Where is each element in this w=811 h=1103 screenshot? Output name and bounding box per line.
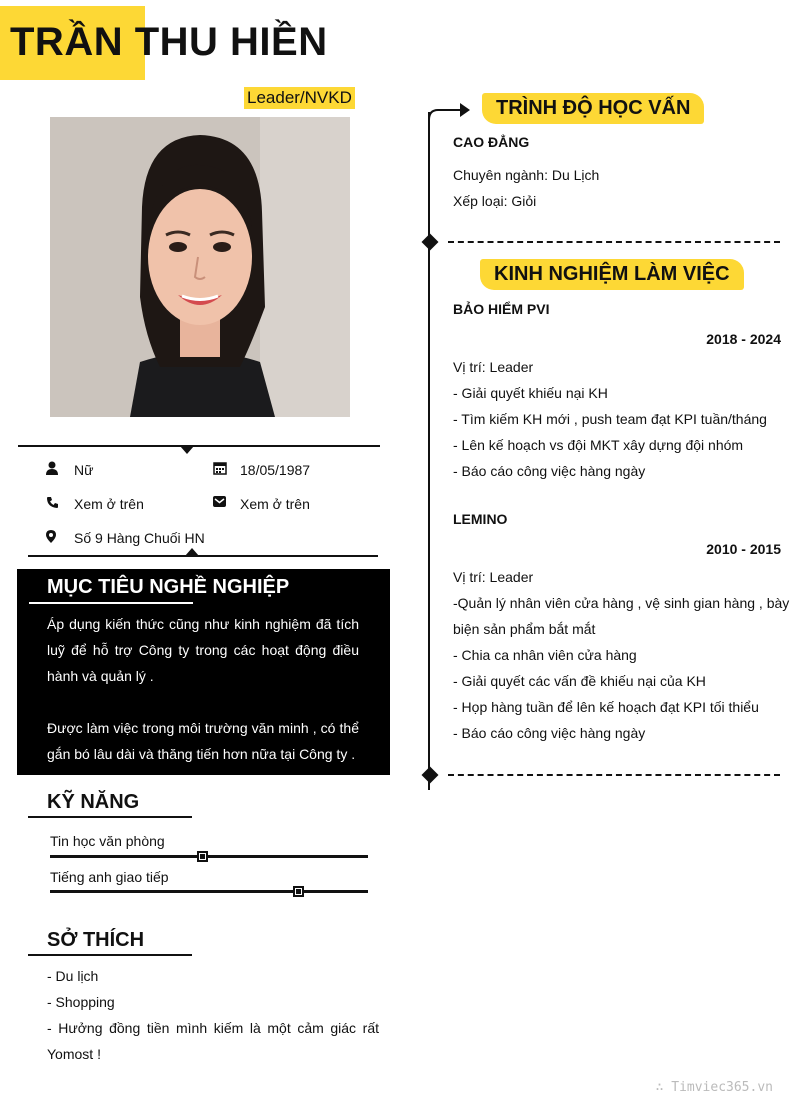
job-detail: -Quản lý nhân viên cửa hàng , vệ sinh gian hàng , bày: [453, 595, 790, 611]
skill-name: Tin học văn phòng: [50, 833, 165, 849]
hobbies-title: SỞ THÍCH: [47, 929, 145, 951]
education-major: Chuyên ngành: Du Lịch: [453, 167, 600, 183]
job-period: 2010 - 2015: [706, 541, 781, 557]
hobbies-title-underline: [28, 954, 192, 956]
contact-bottom-divider: [28, 555, 378, 557]
contact-address: Số 9 Hàng Chuối HN: [74, 530, 205, 546]
contact-dob: 18/05/1987: [240, 462, 311, 478]
experience-title: KINH NGHIỆM LÀM VIỆC: [480, 259, 744, 290]
profile-photo: [50, 117, 350, 417]
contact-top-divider: [18, 445, 380, 447]
job-detail: - Báo cáo công việc hàng ngày: [453, 463, 646, 479]
section-dashed-divider: [448, 241, 780, 243]
career-objective-section: [17, 569, 390, 775]
skill-name: Tiếng anh giao tiếp: [50, 869, 169, 885]
job-detail: - Báo cáo công việc hàng ngày: [453, 725, 646, 741]
job-detail: Vị trí: Leader: [453, 359, 534, 375]
hobby-item: - Du lịch: [47, 968, 99, 984]
job-detail: - Chia ca nhân viên cửa hàng: [453, 647, 637, 663]
job-detail: - Lên kế hoạch vs đội MKT xây dựng đội nhóm: [453, 437, 744, 453]
job-detail: - Tìm kiếm KH mới , push team đạt KPI tuần/tháng: [453, 411, 767, 427]
timeline-diamond: [422, 234, 439, 251]
timeline-line: [428, 112, 430, 790]
objective-text: [47, 611, 359, 767]
candidate-role: Leader/NVKD: [244, 87, 355, 109]
objective-title: MỤC TIÊU NGHỀ NGHIỆP: [47, 576, 290, 598]
education-title: TRÌNH ĐỘ HỌC VẤN: [482, 93, 704, 124]
skill-bar-track: [50, 855, 368, 858]
skill-bar-track: [50, 890, 368, 893]
job-detail: - Giải quyết các vấn đề khiếu nại của KH: [453, 673, 706, 689]
watermark: ∴ Timviec365.vn: [655, 1080, 773, 1095]
candidate-name: TRẦN THU HIỀN: [10, 20, 328, 64]
objective-paragraph: Áp dụng kiến thức cũng như kinh nghiệm đã tích luỹ để hỗ trợ Công ty trong các hoạt động điều hành và quản lý .: [47, 616, 359, 684]
contact-email: Xem ở trên: [240, 496, 310, 512]
timeline-arrow-icon: [428, 100, 472, 120]
skill-level-marker: [197, 851, 208, 862]
contact-gender: Nữ: [74, 462, 94, 478]
section-dashed-divider: [448, 774, 780, 776]
contact-phone: Xem ở trên: [74, 496, 144, 512]
objective-paragraph: Được làm việc trong môi trường văn minh , có thể gắn bó lâu dài và thăng tiến hơn nữa tại Công ty .: [47, 720, 359, 762]
hobby-item: - Hưởng đồng tiền mình kiếm là một cảm giác rất Yomost !: [47, 1020, 379, 1062]
user-icon: [46, 461, 60, 475]
job-detail: - Họp hàng tuần để lên kế hoạch đạt KPI tối thiểu: [453, 699, 759, 715]
map-pin-icon: [46, 530, 60, 544]
hobbies-list: [47, 963, 379, 1067]
hobby-item: - Shopping: [47, 994, 115, 1010]
calendar-icon: [213, 461, 227, 475]
envelope-icon: [213, 495, 227, 509]
job-detail: Vị trí: Leader: [453, 569, 534, 585]
skill-level-marker: [293, 886, 304, 897]
job-detail: - Giải quyết khiếu nại KH: [453, 385, 608, 401]
objective-title-underline: [29, 602, 193, 604]
job-detail: biện sản phẩm bắt mắt: [453, 621, 596, 637]
education-rank: Xếp loại: Giỏi: [453, 193, 537, 209]
job-company: LEMINO: [453, 511, 508, 527]
timeline-diamond: [422, 767, 439, 784]
job-period: 2018 - 2024: [706, 331, 781, 347]
skills-title: KỸ NĂNG: [47, 791, 140, 813]
job-company: BẢO HIỂM PVI: [453, 301, 550, 317]
divider-arrow-down: [180, 446, 194, 454]
phone-icon: [46, 496, 60, 510]
education-level: CAO ĐẲNG: [453, 134, 530, 150]
skills-title-underline: [28, 816, 192, 818]
